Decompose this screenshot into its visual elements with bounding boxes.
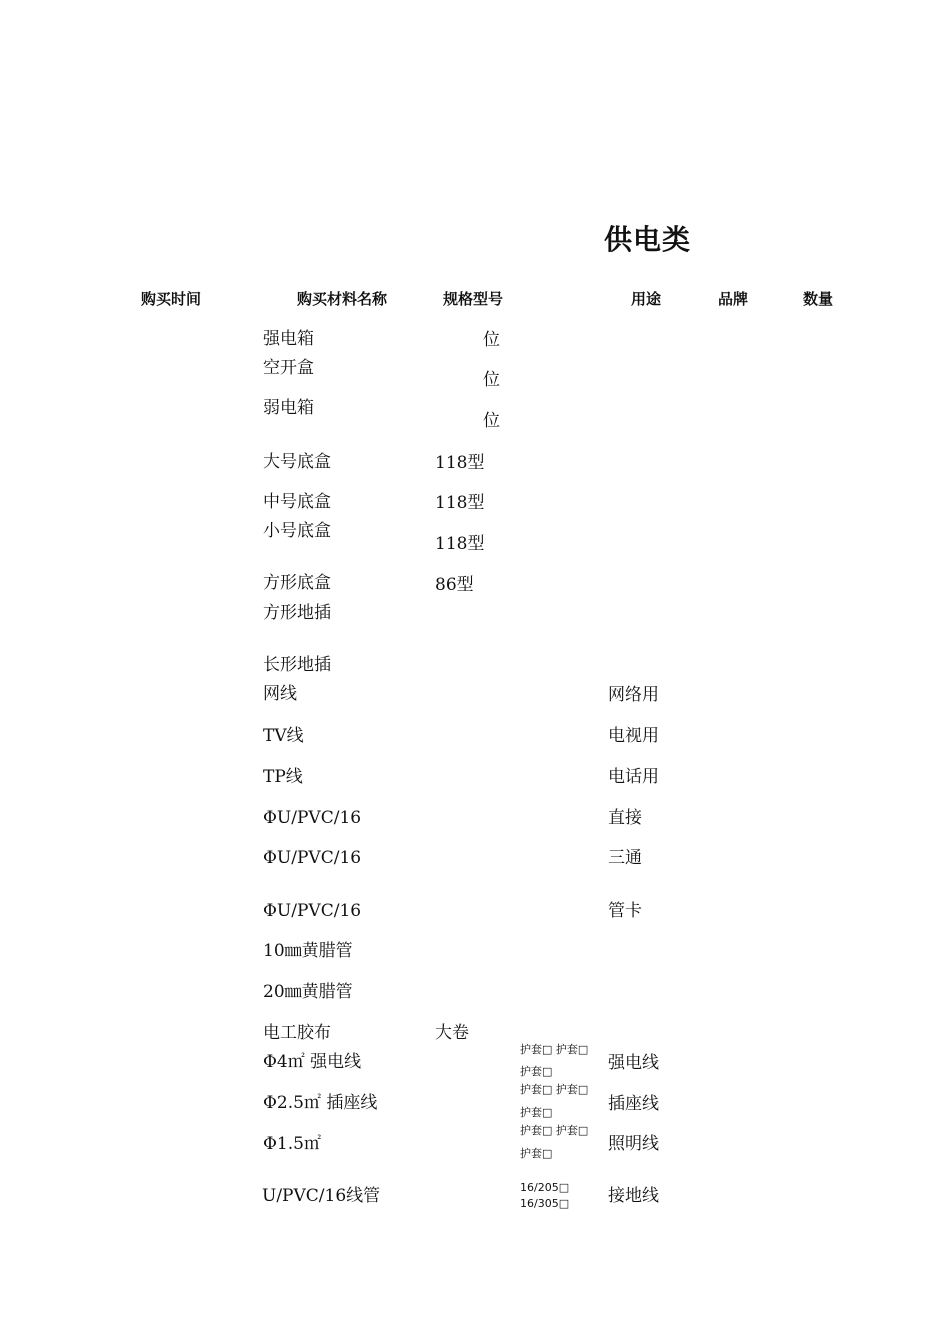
material-name: 强电箱: [263, 329, 314, 349]
spec-value: 位: [483, 370, 500, 390]
note-text: 护套□: [520, 1106, 553, 1119]
material-name: 弱电箱: [263, 398, 314, 418]
spec-value: 118型: [435, 453, 485, 473]
material-name: ΦU/PVC/16: [263, 901, 362, 921]
use-value: 插座线: [608, 1094, 659, 1114]
material-name: TP线: [263, 767, 303, 787]
clipped-note: 护套□ 护套□: [520, 1124, 589, 1137]
use-value: 电视用: [608, 726, 659, 746]
material-name: 方形底盒: [263, 573, 331, 593]
use-value: 三通: [608, 848, 642, 868]
header-use: 用途: [631, 290, 662, 308]
material-name: 电工胶布: [263, 1023, 331, 1043]
material-name: 20㎜黄腊管: [263, 982, 353, 1002]
material-name: 中号底盒: [263, 492, 331, 512]
material-name: 10㎜黄腊管: [263, 941, 353, 961]
material-name: TV线: [263, 726, 304, 746]
header-material-name: 购买材料名称: [297, 290, 388, 308]
header-quantity: 数量: [803, 290, 834, 308]
use-value: 接地线: [608, 1186, 659, 1206]
note-text: 护套□: [520, 1147, 553, 1160]
material-name: Φ4㎡ 强电线: [263, 1052, 362, 1072]
header-brand: 品牌: [718, 290, 749, 308]
use-value: 管卡: [608, 901, 642, 921]
material-name: ΦU/PVC/16: [263, 848, 362, 868]
use-value: 电话用: [608, 767, 659, 787]
page-title: 供电类: [604, 223, 692, 256]
material-name: U/PVC/16线管: [262, 1186, 381, 1206]
material-name: 网线: [263, 684, 297, 704]
spec-value: 86型: [435, 575, 474, 595]
header-purchase-time: 购买时间: [141, 290, 202, 308]
spec-value: 118型: [435, 534, 485, 554]
note-text: 护套□: [520, 1065, 553, 1078]
use-value: 强电线: [608, 1053, 659, 1073]
spec-value: 118型: [435, 493, 485, 513]
material-name: 长形地插: [263, 655, 331, 675]
material-name: 大号底盒: [263, 452, 331, 472]
material-name: Φ1.5㎡: [263, 1134, 321, 1154]
note-text: 16/305□: [520, 1197, 570, 1210]
note-text: 16/205□: [520, 1181, 570, 1194]
spec-value: 大卷: [435, 1023, 469, 1043]
material-name: Φ2.5㎡ 插座线: [263, 1093, 378, 1113]
clipped-note: 护套□ 护套□: [520, 1043, 589, 1056]
use-value: 照明线: [608, 1134, 659, 1154]
material-name: 空开盒: [263, 358, 314, 378]
spec-value: 位: [483, 330, 500, 350]
material-name: ΦU/PVC/16: [263, 808, 362, 828]
clipped-note: 护套□ 护套□: [520, 1083, 589, 1096]
spec-value: 位: [483, 411, 500, 431]
material-name: 小号底盒: [263, 521, 331, 541]
use-value: 网络用: [608, 685, 659, 705]
use-value: 直接: [608, 808, 642, 828]
material-name: 方形地插: [263, 603, 331, 623]
header-spec: 规格型号: [443, 290, 504, 308]
